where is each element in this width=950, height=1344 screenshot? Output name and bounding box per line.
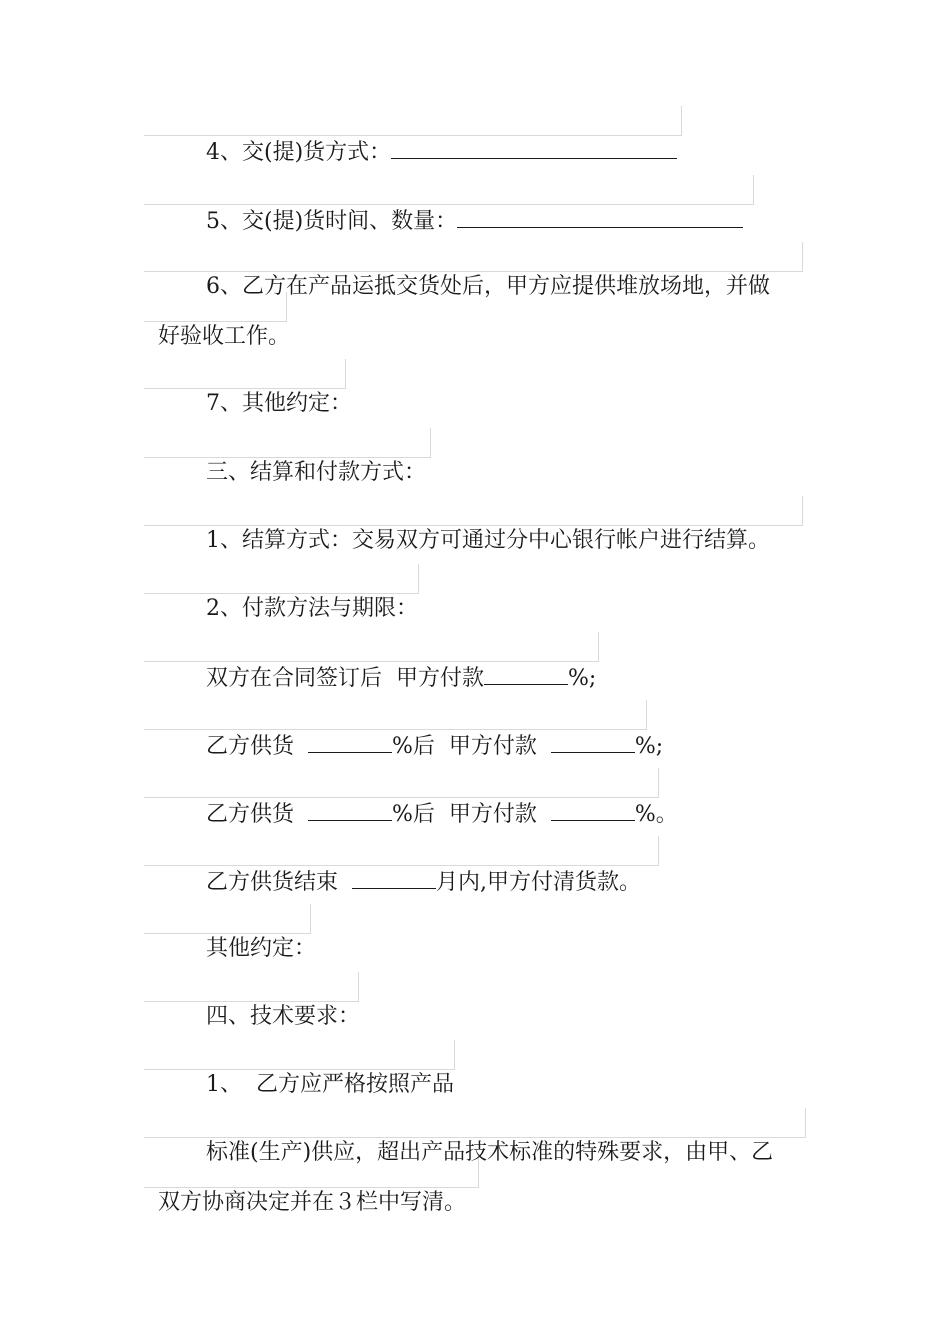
pay-3-text-b: %后 甲方付款 (392, 802, 551, 827)
section-4-heading: 四、技术要求： (206, 1004, 361, 1029)
tech-1-text: 1、 乙方应严格按照产品 (206, 1072, 454, 1097)
section-3-heading: 三、结算和付款方式： (206, 460, 427, 485)
pay-2-text-b: %后 甲方付款 (392, 734, 551, 759)
clause-6-line-2 (144, 292, 291, 349)
clause-5-blank[interactable] (457, 205, 743, 228)
pay-4-text-b: 月内,甲方付清货款。 (436, 870, 641, 895)
settle-2-text: 2、付款方法与期限： (206, 596, 418, 621)
pay-2-text-c: %; (634, 734, 664, 759)
pay-2-blank-1[interactable] (308, 730, 392, 753)
pay-2-text-a: 乙方供货 (206, 734, 308, 759)
clause-7-label: 7、其他约定： (206, 391, 352, 416)
settle-1-line (144, 496, 803, 553)
clause-7-line (144, 359, 352, 416)
clause-5-line (144, 175, 754, 234)
tech-2-line-1 (144, 1108, 806, 1165)
settle-2-line (144, 564, 419, 621)
tech-2-line-2 (144, 1158, 479, 1215)
section-3-line (144, 428, 431, 485)
clause-4-line (144, 106, 682, 165)
pay-1-text-b: %; (568, 666, 597, 691)
pay-3-text-a: 乙方供货 (206, 802, 308, 827)
clause-4-label: 4、交(提)货方式： (206, 140, 392, 165)
pay-3-blank-2[interactable] (551, 798, 635, 821)
pay-4-line (144, 836, 659, 895)
pay-3-blank-1[interactable] (308, 798, 392, 821)
clause-6-text-2: 好验收工作。 (158, 324, 291, 349)
pay-4-text-a: 乙方供货结束 (206, 870, 352, 895)
pay-1-text-a: 双方在合同签订后 甲方付款 (206, 666, 484, 691)
tech-1-line (144, 1040, 455, 1097)
clause-5-label: 5、交(提)货时间、数量： (206, 209, 458, 234)
pay-2-blank-2[interactable] (551, 730, 635, 753)
pay-3-text-c: %。 (634, 802, 678, 827)
section-4-line (144, 972, 361, 1029)
tech-2-text-2: 双方协商决定并在３栏中写清。 (158, 1190, 467, 1215)
settle-1-text: 1、结算方式：交易双方可通过分中心银行帐户进行结算。 (206, 528, 770, 553)
pay-3-line (144, 768, 678, 827)
pay-1-line (144, 632, 599, 691)
other-text: 其他约定： (206, 936, 317, 961)
clause-6-line-1 (144, 242, 803, 299)
pay-2-line (144, 700, 664, 759)
clause-4-blank[interactable] (391, 136, 677, 159)
other-line (144, 904, 317, 961)
tech-2-text-1: 标准(生产)供应，超出产品技术标准的特殊要求，由甲、乙 (206, 1140, 774, 1165)
pay-4-blank[interactable] (352, 866, 436, 889)
clause-6-text-1: 6、乙方在产品运抵交货处后，甲方应提供堆放场地，并做 (206, 274, 770, 299)
pay-1-blank[interactable] (484, 662, 568, 685)
